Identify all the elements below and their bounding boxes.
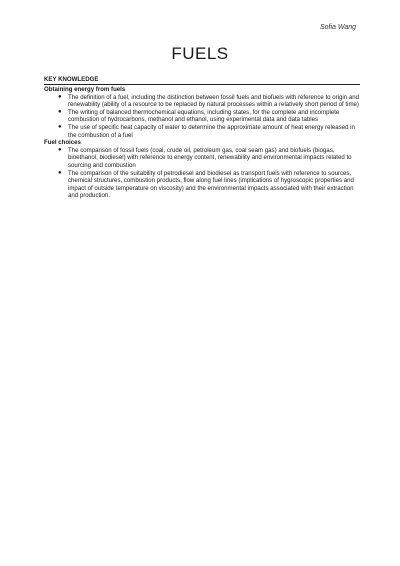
page-title: FUELS: [171, 44, 229, 63]
list-item-text: The comparison of fossil fuels (coal, crude oil, petroleum gas, coal seam gas) and biofuels (biogas, bioethanol, biodiesel) with reference to energy content, renewability and environmental impacts related to sourcing and combustion: [68, 146, 352, 170]
list-item-text: The use of specific heat capacity of water to determine the approximate amount of heat energy released in the combustion of a fuel: [68, 124, 355, 139]
list-item-text: The comparison of the suitability of petrodiesel and biodiesel as transport fuels with reference to sources, chemical structures, combustion products, flow along fuel lines (implications of hygroscopic properties and impact of outside temperature on viscosity) and the environmental impacts associated with their extraction and production.: [68, 169, 354, 200]
list-item: [44, 147, 360, 170]
list-item-text: The definition of a fuel, including the distinction between fossil fuels and biofuels with reference to origin and renewability (ability of a resource to be replaced by natural processes within a relatively short period of time): [68, 93, 359, 109]
bullet-list: [44, 94, 360, 140]
bullet-icon: ●: [58, 169, 62, 176]
section-heading: Fuel choices: [44, 139, 81, 147]
list-item: [44, 94, 360, 109]
list-item-text: The writing of balanced thermochemical equations, including states, for the complete and incomplete combustion of hydrocarbons, methanol and ethanol, using experimental data and data tables: [68, 108, 340, 124]
author-name: Sofia Wang: [319, 24, 356, 31]
list-item: [44, 109, 360, 124]
bullet-list: [44, 147, 360, 200]
bullet-icon: ●: [58, 93, 62, 100]
bullet-icon: ●: [58, 124, 62, 131]
list-item: [44, 124, 360, 139]
bullet-icon: ●: [58, 108, 62, 115]
section-heading: Obtaining energy from fuels: [44, 86, 126, 94]
list-item: [44, 170, 360, 200]
bullet-icon: ●: [58, 146, 62, 153]
document-body: [44, 76, 360, 200]
key-knowledge-heading: KEY KNOWLEDGE: [44, 76, 360, 85]
